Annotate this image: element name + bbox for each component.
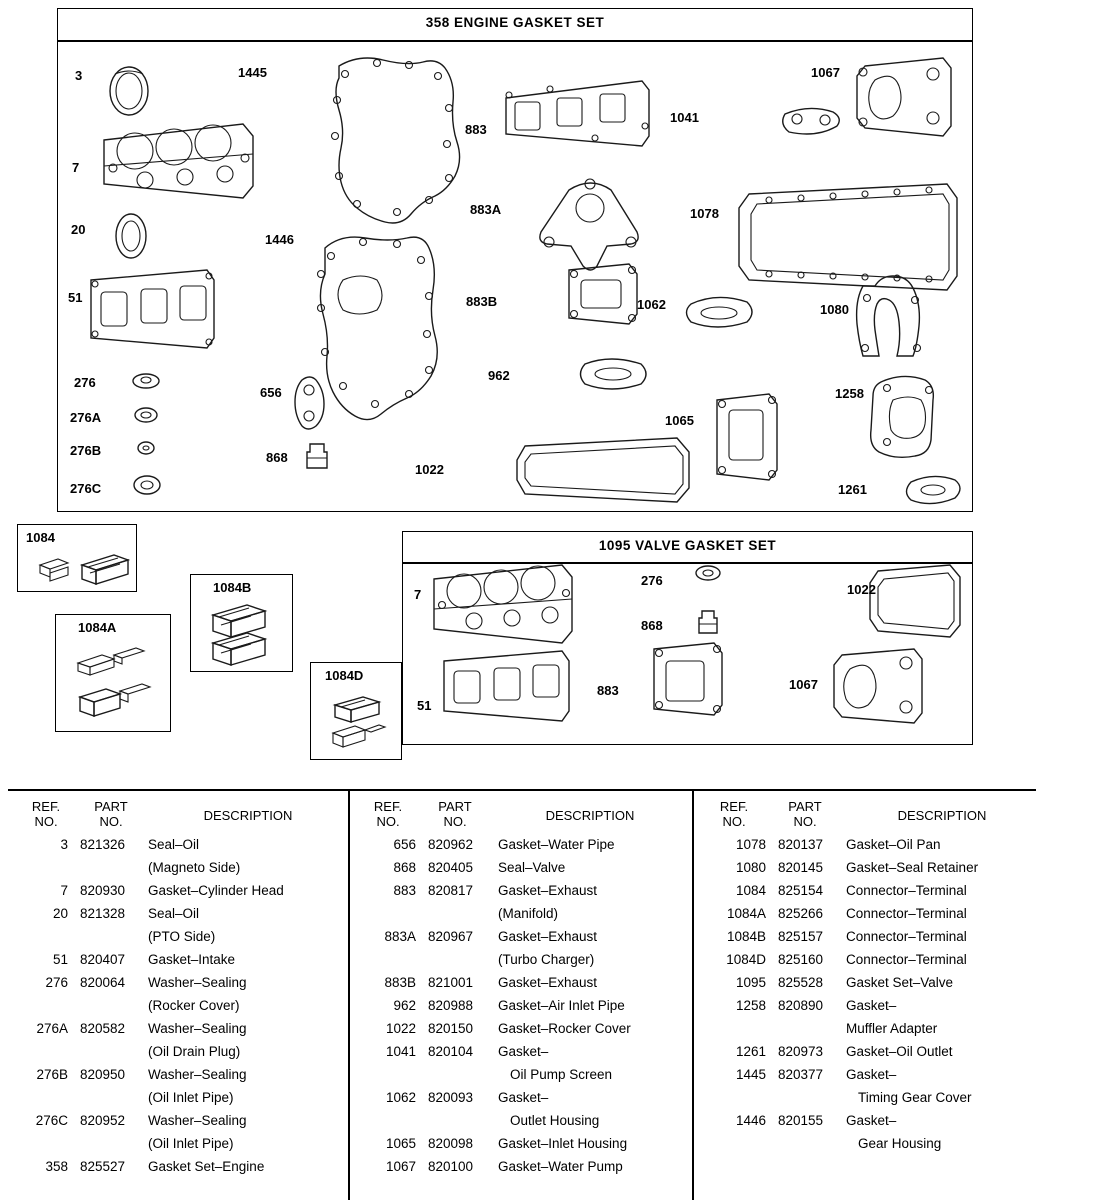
cell-ref: 883A [384,929,416,944]
part-art-883b [569,264,637,324]
label-276: 276 [74,375,96,390]
label-51: 51 [68,290,83,305]
cell-desc: Connector–Terminal [846,952,967,967]
cell-ref: 1084D [726,952,766,967]
part-art-868 [307,444,327,468]
table-row [8,1136,348,1156]
cell-part: 825154 [778,883,824,898]
table-header-3 [694,791,1036,837]
valve-art-868 [699,611,717,633]
cell-desc: Gasket–Water Pump [498,1159,623,1174]
cell-part: 825528 [778,975,824,990]
part-art-1078 [739,184,957,290]
cell-part: 820407 [80,952,126,967]
table-row [8,1021,348,1041]
cell-ref: 1022 [385,1021,416,1036]
part-art-1062 [687,297,753,327]
cell-part: 820405 [428,860,474,875]
connector-box-1084 [17,524,137,592]
part-art-1261 [907,476,961,503]
cell-desc: (PTO Side) [148,929,216,944]
cell-ref: 51 [52,952,68,967]
label-1261: 1261 [838,482,867,497]
cell-ref: 358 [45,1159,68,1174]
table-row [8,837,348,857]
label-1078: 1078 [690,206,719,221]
valve-art-276 [696,566,720,580]
label-1067: 1067 [811,65,840,80]
label-1445: 1445 [238,65,267,80]
table-row [8,952,348,972]
cell-ref: 1080 [735,860,766,875]
cell-ref: 1041 [385,1044,416,1059]
cell-ref: 656 [393,837,416,852]
table-row [8,860,348,880]
cell-part: 825160 [778,952,824,967]
cell-desc: (Magneto Side) [148,860,241,875]
cell-desc: Washer–Sealing [148,975,247,990]
cell-desc: Seal–Oil [148,906,200,921]
table-column-1 [8,791,348,1200]
cell-desc: Gasket– [846,1067,897,1082]
th-ref-2: REF. NO. [373,799,403,829]
valve-art-883 [654,643,722,715]
part-art-3 [110,67,148,115]
part-art-276c [134,476,160,494]
valve-art-51 [444,651,569,721]
part-art-7 [104,124,253,198]
cell-ref: 20 [52,906,68,921]
table-header-1 [8,791,348,837]
cell-desc: Washer–Sealing [148,1067,247,1082]
cell-part: 820962 [428,837,474,852]
th-desc-2: DESCRIPTION [545,808,635,823]
label-276b: 276B [70,443,102,458]
cell-part: 820930 [80,883,126,898]
part-art-1022 [517,438,689,502]
cell-ref: 868 [393,860,416,875]
cell-desc: Connector–Terminal [846,883,967,898]
valve-label-276: 276 [641,573,663,588]
part-art-1041 [783,108,840,134]
label-1065: 1065 [665,413,694,428]
cell-desc: (Rocker Cover) [148,998,240,1013]
cell-desc: Gasket– [498,1044,549,1059]
cell-desc: Gasket– [846,998,897,1013]
cell-ref: 276B [36,1067,68,1082]
cell-part: 820104 [428,1044,474,1059]
valve-label-1067: 1067 [789,677,818,692]
cell-desc: Gasket– [846,1113,897,1128]
cell-ref: 1084A [726,906,766,921]
th-part-3: PART NO. [788,799,822,829]
cell-ref: 883B [384,975,416,990]
cell-part: 825266 [778,906,824,921]
cell-ref: 276C [35,1113,68,1128]
cell-ref: 1445 [735,1067,766,1082]
cell-part: 821326 [80,837,126,852]
cell-desc: Seal–Oil [148,837,200,852]
table-row [8,975,348,995]
cell-desc: Seal–Valve [498,860,566,875]
valve-label-7: 7 [414,587,422,602]
table-row [8,1090,348,1110]
cell-part: 820988 [428,998,474,1013]
cell-desc: (Oil Drain Plug) [148,1044,241,1059]
cell-desc: Gasket–Rocker Cover [498,1021,631,1036]
cell-desc: Connector–Terminal [846,929,967,944]
cell-desc: Gasket Set–Valve [846,975,954,990]
cell-part: 820145 [778,860,824,875]
cell-part: 825527 [80,1159,126,1174]
cell-part: 820137 [778,837,824,852]
cell-desc: Gasket–Exhaust [498,929,598,944]
cell-ref: 1065 [385,1136,416,1151]
cell-part: 820155 [778,1113,824,1128]
cell-desc: Washer–Sealing [148,1113,247,1128]
cell-part: 820890 [778,998,824,1013]
cell-desc: Gasket–Exhaust [498,975,598,990]
cell-ref: 1084B [726,929,766,944]
engine-panel-artwork [57,8,973,512]
part-art-276a [135,408,157,422]
th-part-1: PART NO. [94,799,128,829]
cell-ref: 1067 [385,1159,416,1174]
label-883: 883 [465,122,487,137]
label-1062: 1062 [637,297,666,312]
cell-desc: Gasket–Exhaust [498,883,598,898]
table-rows-3 [694,837,1036,1197]
th-desc-3: DESCRIPTION [897,808,987,823]
connector-art-1084d [317,689,397,757]
connector-box-1084d-caption: 1084D [325,668,364,683]
table-row [8,998,348,1018]
cell-desc: (Turbo Charger) [498,952,595,967]
cell-ref: 7 [60,883,68,898]
label-1041: 1041 [670,110,699,125]
cell-part: 820973 [778,1044,824,1059]
part-art-1065 [717,394,777,480]
th-ref-3: REF. NO. [719,799,749,829]
th-desc-1: DESCRIPTION [203,808,293,823]
part-art-276 [133,374,159,388]
label-7: 7 [72,160,80,175]
cell-desc: (Manifold) [498,906,559,921]
label-276a: 276A [70,410,102,425]
cell-desc: Gasket–Cylinder Head [148,883,284,898]
connector-art-1084a [64,641,164,727]
cell-desc: Muffler Adapter [846,1021,938,1036]
table-row [8,1159,348,1179]
part-art-276b [138,442,154,454]
cell-ref: 1084 [735,883,766,898]
valve-panel-title: 1095 VALVE GASKET SET [598,538,777,553]
cell-part: 820582 [80,1021,126,1036]
part-art-20 [116,214,146,258]
part-art-656 [295,377,324,429]
cell-part: 820967 [428,929,474,944]
cell-ref: 1095 [735,975,766,990]
valve-art-7 [434,565,572,643]
cell-ref: 3 [60,837,68,852]
cell-desc: Connector–Terminal [846,906,967,921]
part-art-883a [540,179,638,270]
table-rows-2 [350,837,692,1197]
label-868: 868 [266,450,288,465]
part-art-1445 [332,58,460,223]
label-656: 656 [260,385,282,400]
valve-panel-artwork [402,531,973,745]
table-column-3 [692,791,1036,1200]
engine-panel-title: 358 ENGINE GASKET SET [425,15,605,30]
cell-part: 820098 [428,1136,474,1151]
label-1258: 1258 [835,386,864,401]
connector-box-1084b-caption: 1084B [213,580,252,595]
valve-art-1067 [834,649,922,723]
connector-box-1084d [310,662,402,760]
cell-ref: 276 [45,975,68,990]
label-20: 20 [71,222,86,237]
cell-ref: 1078 [735,837,766,852]
cell-desc: Washer–Sealing [148,1021,247,1036]
table-body [8,791,1036,1200]
cell-desc: Gasket–Oil Pan [846,837,941,852]
connector-box-1084a-caption: 1084A [78,620,117,635]
part-art-962 [581,359,647,389]
label-276c: 276C [70,481,102,496]
label-3: 3 [75,68,83,83]
cell-desc: Gasket–Seal Retainer [846,860,979,875]
cell-desc: (Oil Inlet Pipe) [148,1090,234,1105]
cell-part: 820064 [80,975,126,990]
table-header-2 [350,791,692,837]
th-ref-1: REF. NO. [31,799,61,829]
cell-part: 825157 [778,929,824,944]
cell-ref: 883 [393,883,416,898]
cell-ref: 1062 [385,1090,416,1105]
cell-desc: Gasket–Oil Outlet [846,1044,953,1059]
valve-art-1022 [870,565,960,637]
connector-box-1084b [190,574,293,672]
table-row [8,1067,348,1087]
cell-desc: Gasket–Inlet Housing [498,1136,628,1151]
valve-label-1022: 1022 [847,582,876,597]
connector-box-1084-caption: 1084 [26,530,55,545]
table-row [8,1044,348,1064]
table-column-2 [348,791,692,1200]
cell-ref: 962 [393,998,416,1013]
cell-ref: 1261 [735,1044,766,1059]
label-1022: 1022 [415,462,444,477]
cell-desc: Oil Pump Screen [510,1067,613,1082]
cell-part: 820377 [778,1067,824,1082]
table-rows-1 [8,837,348,1197]
connector-box-1084a [55,614,171,732]
cell-ref: 276A [36,1021,68,1036]
part-art-51 [91,270,214,348]
connector-art-1084b [197,599,289,669]
label-1446: 1446 [265,232,294,247]
cell-part: 820093 [428,1090,474,1105]
cell-desc: Timing Gear Cover [858,1090,972,1105]
cell-part: 821328 [80,906,126,921]
valve-label-868: 868 [641,618,663,633]
table-row [8,906,348,926]
connector-art-1084 [22,547,134,591]
cell-part: 821001 [428,975,474,990]
cell-part: 820100 [428,1159,474,1174]
parts-table [8,789,1036,1200]
valve-label-883: 883 [597,683,619,698]
cell-part: 820150 [428,1021,474,1036]
label-1080: 1080 [820,302,849,317]
cell-desc: Gasket– [498,1090,549,1105]
table-row [8,883,348,903]
cell-desc: Outlet Housing [510,1113,600,1128]
cell-desc: Gasket Set–Engine [148,1159,265,1174]
cell-part: 820950 [80,1067,126,1082]
label-883a: 883A [470,202,502,217]
cell-desc: Gasket–Intake [148,952,236,967]
valve-label-51: 51 [417,698,432,713]
label-962: 962 [488,368,510,383]
cell-desc: Gasket–Water Pipe [498,837,615,852]
cell-desc: Gasket–Air Inlet Pipe [498,998,625,1013]
part-art-883 [506,81,649,146]
cell-desc: (Oil Inlet Pipe) [148,1136,234,1151]
cell-ref: 1258 [735,998,766,1013]
part-art-1446 [318,237,438,419]
cell-part: 820817 [428,883,474,898]
th-part-2: PART NO. [438,799,472,829]
part-art-1067 [857,58,951,136]
cell-desc: Gear Housing [858,1136,942,1151]
table-row [8,929,348,949]
table-row [8,1113,348,1133]
cell-ref: 1446 [735,1113,766,1128]
part-art-1258 [871,376,934,457]
label-883b: 883B [466,294,498,309]
cell-part: 820952 [80,1113,126,1128]
